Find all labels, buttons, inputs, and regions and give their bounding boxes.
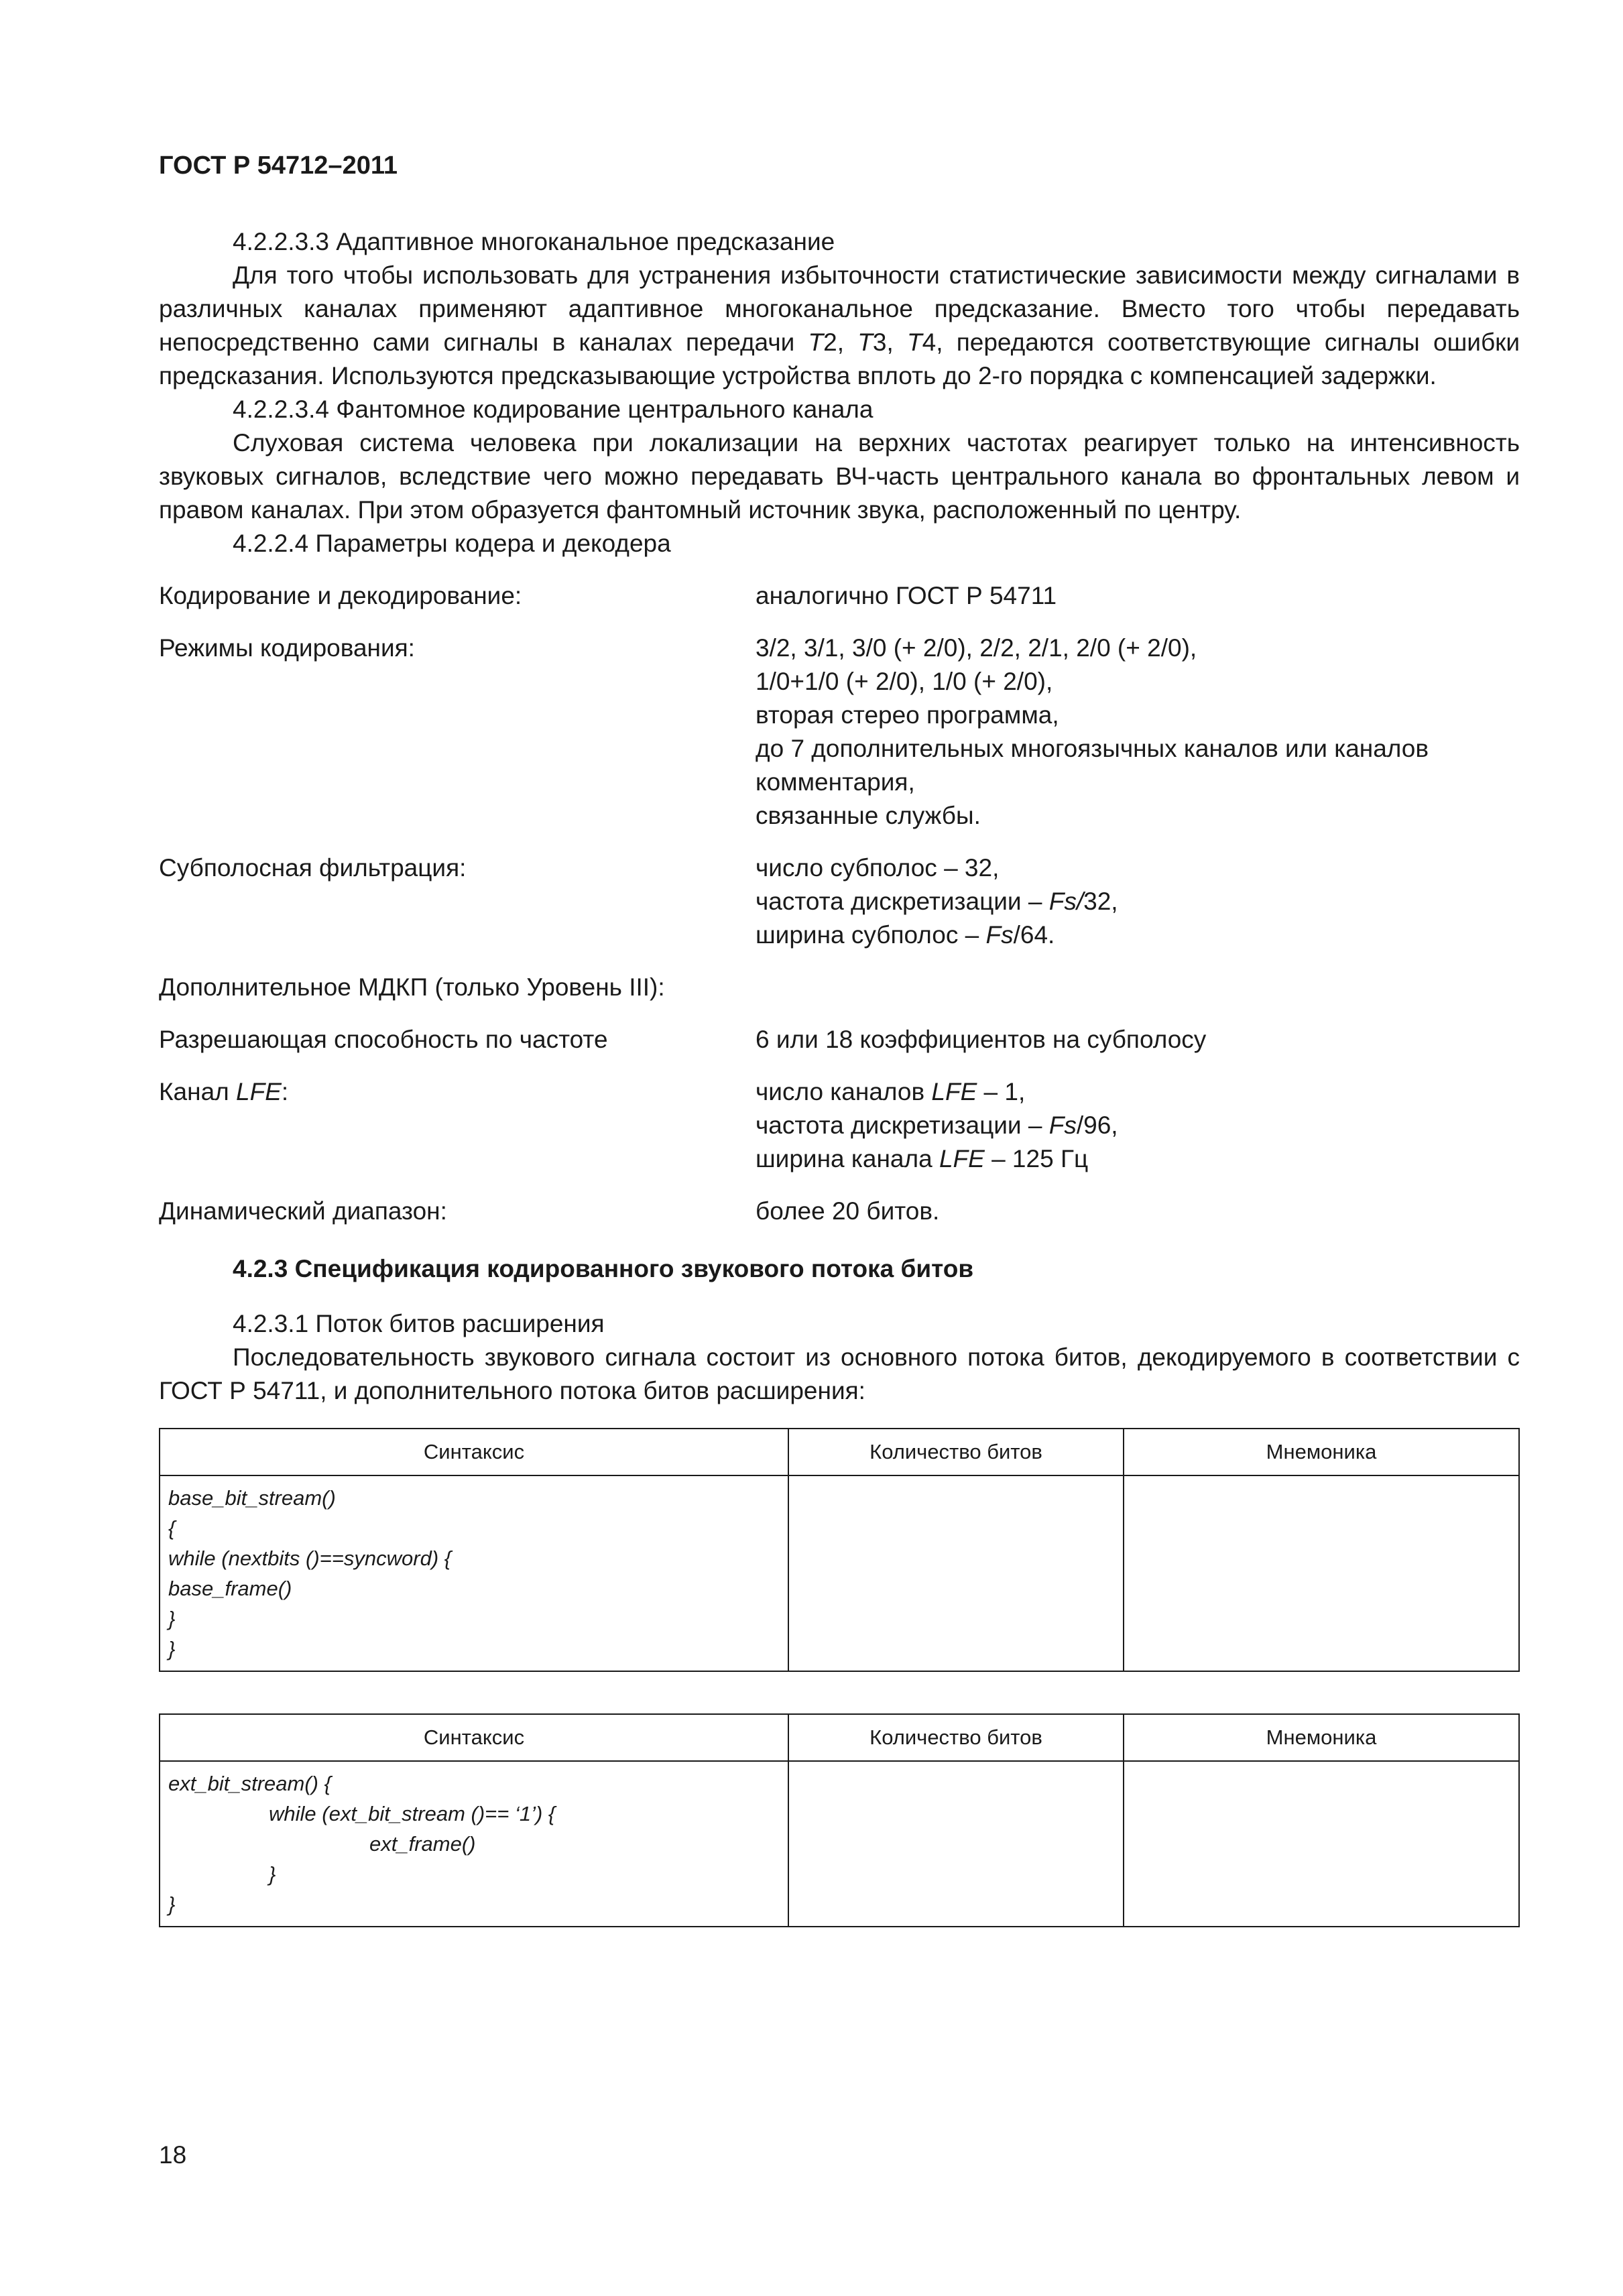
param-value: число каналов LFE – 1,	[756, 1078, 1026, 1105]
table-row	[160, 1761, 1519, 1927]
code-line: ext_frame()	[369, 1832, 476, 1856]
page-number: 18	[159, 2141, 187, 2169]
param-modes	[159, 631, 1520, 833]
param-value: ширина субполос – Fs/64.	[756, 921, 1055, 949]
param-value: частота дискретизации – Fs/96,	[756, 1111, 1118, 1139]
param-resolution	[159, 1023, 1520, 1056]
param-value: частота дискретизации – Fs/32,	[756, 888, 1118, 915]
param-value: связанные службы.	[756, 802, 981, 829]
code-line: }	[168, 1892, 176, 1916]
mnemonic-cell	[1124, 1761, 1519, 1927]
column-header-mnemonic: Мнемоника	[1124, 1429, 1519, 1475]
section-4-2-2-3-4-text: Слуховая система человека при локализации на верхних частотах реагирует только на интенсивность звуковых сигналов, вследствие чего можно передавать ВЧ-часть центрального канала во фронтальных левом и правом каналах. При этом образуется фантомный источник звука, расположенный по центру.	[159, 429, 1520, 524]
table-header-row	[160, 1429, 1519, 1475]
param-value: число субполос – 32,	[756, 854, 1000, 882]
syntax-cell	[160, 1475, 788, 1671]
param-label: Субполосная фильтрация:	[159, 854, 467, 882]
param-lfe	[159, 1075, 1520, 1176]
param-value: 1/0+1/0 (+ 2/0), 1/0 (+ 2/0),	[756, 668, 1053, 695]
section-4-2-2-3-3-text: Для того чтобы использовать для устранения избыточности статистические зависимости между сигналами в различных каналах применяют адаптивное многоканальное предсказание. Вместо того чтобы передавать непосредственно сами сигналы в каналах передачи T2, T3, T4, передаются соответствующие сигналы ошибки предсказания. Используются предсказывающие устройства вплоть до 2-го порядка с компенсацией задержки.	[159, 261, 1520, 389]
param-value-list	[756, 1075, 1520, 1176]
param-value: комментария,	[756, 768, 915, 796]
ext-bit-stream-table	[159, 1713, 1520, 1927]
syntax-cell	[160, 1761, 788, 1927]
code-line: base_bit_stream()	[168, 1486, 336, 1510]
page-content	[159, 149, 1520, 1927]
param-label: Режимы кодирования:	[159, 634, 415, 662]
param-label: Разрешающая способность по частоте	[159, 1026, 608, 1053]
param-value: аналогично ГОСТ Р 54711	[756, 582, 1057, 609]
param-value: 3/2, 3/1, 3/0 (+ 2/0), 2/2, 2/1, 2/0 (+ 2/0),	[756, 634, 1197, 662]
section-4-2-2-3-4-title: 4.2.2.3.4 Фантомное кодирование центрального канала	[233, 396, 874, 423]
table-header-row	[160, 1714, 1519, 1761]
code-line: while (nextbits ()==syncword) {	[168, 1547, 452, 1570]
param-value: ширина канала LFE – 125 Гц	[756, 1145, 1089, 1172]
code-line: {	[168, 1516, 176, 1540]
code-line: }	[168, 1607, 176, 1630]
param-coding	[159, 579, 1520, 613]
document-code: ГОСТ Р 54712–2011	[159, 152, 398, 180]
code-line: base_frame()	[168, 1577, 292, 1600]
param-label: Дополнительное МДКП (только Уровень III):	[159, 973, 665, 1001]
section-4-2-2-3-3-title: 4.2.2.3.3 Адаптивное многоканальное предсказание	[233, 228, 835, 255]
mnemonic-cell	[1124, 1475, 1519, 1671]
column-header-bits: Количество битов	[788, 1714, 1124, 1761]
param-mdct	[159, 971, 1520, 1004]
param-label: Канал LFE:	[159, 1078, 289, 1105]
param-value: вторая стерео программа,	[756, 701, 1059, 729]
param-value-list	[756, 851, 1520, 952]
coder-parameters	[159, 579, 1520, 1228]
param-label: Кодирование и декодирование:	[159, 582, 522, 609]
param-value-list	[756, 631, 1520, 833]
param-value: 6 или 18 коэффициентов на субполосу	[756, 1026, 1207, 1053]
bits-cell	[788, 1475, 1124, 1671]
code-line: ext_bit_stream() {	[168, 1772, 331, 1795]
param-value: более 20 битов.	[756, 1197, 940, 1225]
code-line: }	[269, 1862, 276, 1886]
param-label: Динамический диапазон:	[159, 1197, 447, 1225]
param-subband	[159, 851, 1520, 952]
table-row	[160, 1475, 1519, 1671]
section-4-2-3-heading: 4.2.3 Спецификация кодированного звукового потока битов	[233, 1255, 974, 1282]
column-header-mnemonic: Мнемоника	[1124, 1714, 1519, 1761]
column-header-bits: Количество битов	[788, 1429, 1124, 1475]
section-4-2-3-1-title: 4.2.3.1 Поток битов расширения	[233, 1310, 605, 1337]
column-header-syntax: Синтаксис	[160, 1429, 788, 1475]
section-4-2-3-1-text: Последовательность звукового сигнала состоит из основного потока битов, декодируемого в соответствии с ГОСТ Р 54711, и дополнительного потока битов расширения:	[159, 1343, 1520, 1404]
bits-cell	[788, 1761, 1124, 1927]
column-header-syntax: Синтаксис	[160, 1714, 788, 1761]
param-dynamic	[159, 1195, 1520, 1228]
code-line: }	[168, 1637, 176, 1660]
param-value: до 7 дополнительных многоязычных каналов или каналов	[756, 735, 1429, 762]
section-4-2-2-4-title: 4.2.2.4 Параметры кодера и декодера	[233, 530, 671, 557]
base-bit-stream-table	[159, 1428, 1520, 1672]
code-line: while (ext_bit_stream ()== ‘1’) {	[269, 1802, 556, 1825]
